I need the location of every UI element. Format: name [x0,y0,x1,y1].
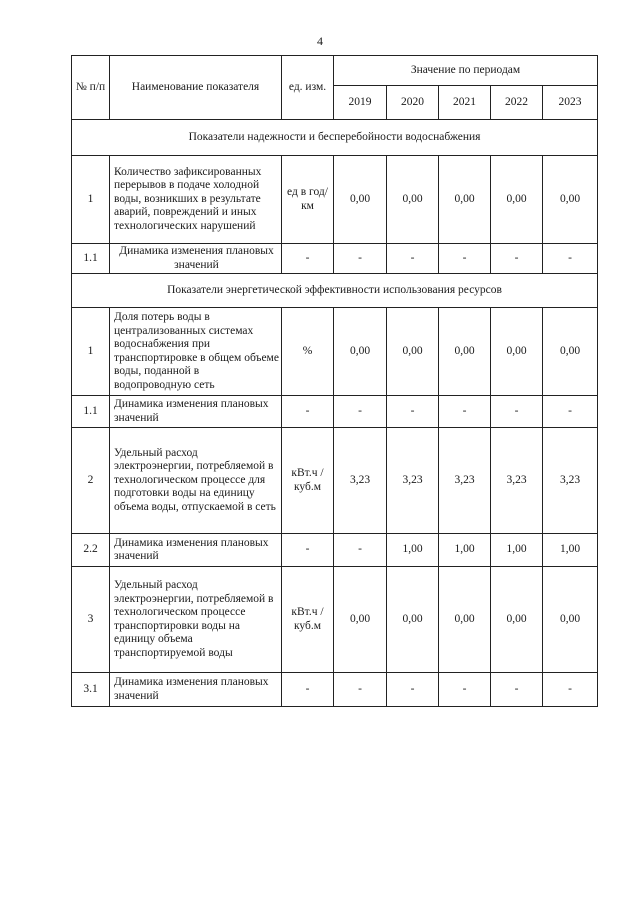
period-value: 0,00 [387,156,439,244]
section-row [72,274,598,308]
header-year: 2021 [439,86,491,120]
header-year: 2020 [387,86,439,120]
indicator-name: Удельный расход электроэнергии, потребляемой в технологическом процессе для подготовки воды на единицу объема воды, отпускаемой в сеть [110,428,282,534]
period-value: 0,00 [543,156,598,244]
indicator-name: Динамика изменения плановых значений [110,673,282,707]
indicator-name: Количество зафиксированных перерывов в подаче холодной воды, возникших в результате аварий, повреждений и иных технологических нарушений [110,156,282,244]
period-value: 1,00 [387,534,439,567]
header-year: 2023 [543,86,598,120]
row-number: 3.1 [72,673,110,707]
period-value: 0,00 [439,156,491,244]
period-value: 3,23 [439,428,491,534]
unit: кВт.ч / куб.м [282,567,334,673]
row-number: 2 [72,428,110,534]
period-value: - [387,396,439,428]
table-row [72,428,598,534]
table-row [72,673,598,707]
period-value: 0,00 [491,308,543,396]
period-value: 0,00 [387,567,439,673]
period-value: - [491,244,543,274]
indicator-name: Удельный расход электроэнергии, потребляемой в технологическом процессе транспортировки воды на единицу объема транспортируемой воды [110,567,282,673]
period-value: - [543,396,598,428]
row-number: 1 [72,308,110,396]
period-value: 1,00 [491,534,543,567]
row-number: 1.1 [72,244,110,274]
period-value: - [387,673,439,707]
period-value: 0,00 [334,567,387,673]
period-value: 0,00 [334,156,387,244]
unit: - [282,673,334,707]
period-value: 0,00 [543,567,598,673]
period-value: - [334,534,387,567]
section-row [72,120,598,156]
row-number: 3 [72,567,110,673]
period-value: - [334,673,387,707]
header-year: 2019 [334,86,387,120]
period-value: 1,00 [543,534,598,567]
table-row [72,396,598,428]
row-number: 1.1 [72,396,110,428]
period-value: - [439,396,491,428]
period-value: 0,00 [387,308,439,396]
unit: % [282,308,334,396]
period-value: 3,23 [491,428,543,534]
period-value: 3,23 [387,428,439,534]
period-value: 0,00 [543,308,598,396]
header-unit: ед. изм. [282,56,334,120]
period-value: - [491,673,543,707]
row-number: 1 [72,156,110,244]
indicator-name: Динамика изменения плановых значений [110,396,282,428]
header-name: Наименование показателя [110,56,282,120]
period-value: 0,00 [491,567,543,673]
period-value: 0,00 [491,156,543,244]
indicator-name: Доля потерь воды в централизованных системах водоснабжения при транспортировке в общем объеме воды, поданной в водопроводную сеть [110,308,282,396]
period-value: - [491,396,543,428]
period-value: - [543,244,598,274]
period-value: - [439,673,491,707]
table-row [72,567,598,673]
indicators-table [71,55,598,707]
header-period: Значение по периодам [334,56,598,86]
row-number: 2.2 [72,534,110,567]
period-value: - [334,396,387,428]
table-row [72,244,598,274]
section-title: Показатели надежности и бесперебойности водоснабжения [72,120,598,156]
header-year: 2022 [491,86,543,120]
period-value: 0,00 [439,308,491,396]
unit: - [282,244,334,274]
section-title: Показатели энергетической эффективности использования ресурсов [72,274,598,308]
indicator-name: Динамика изменения плановых значений [110,534,282,567]
unit: ед в год/ км [282,156,334,244]
header-num: № п/п [72,56,110,120]
period-value: 3,23 [334,428,387,534]
period-value: - [334,244,387,274]
table-row [72,156,598,244]
period-value: 3,23 [543,428,598,534]
unit: - [282,534,334,567]
indicator-name: Динамика изменения плановых значений [110,244,282,274]
period-value: - [439,244,491,274]
table-row [72,308,598,396]
unit: кВт.ч / куб.м [282,428,334,534]
page-number: 4 [317,34,323,48]
unit: - [282,396,334,428]
period-value: - [387,244,439,274]
period-value: - [543,673,598,707]
period-value: 0,00 [334,308,387,396]
period-value: 0,00 [439,567,491,673]
table-row [72,534,598,567]
period-value: 1,00 [439,534,491,567]
